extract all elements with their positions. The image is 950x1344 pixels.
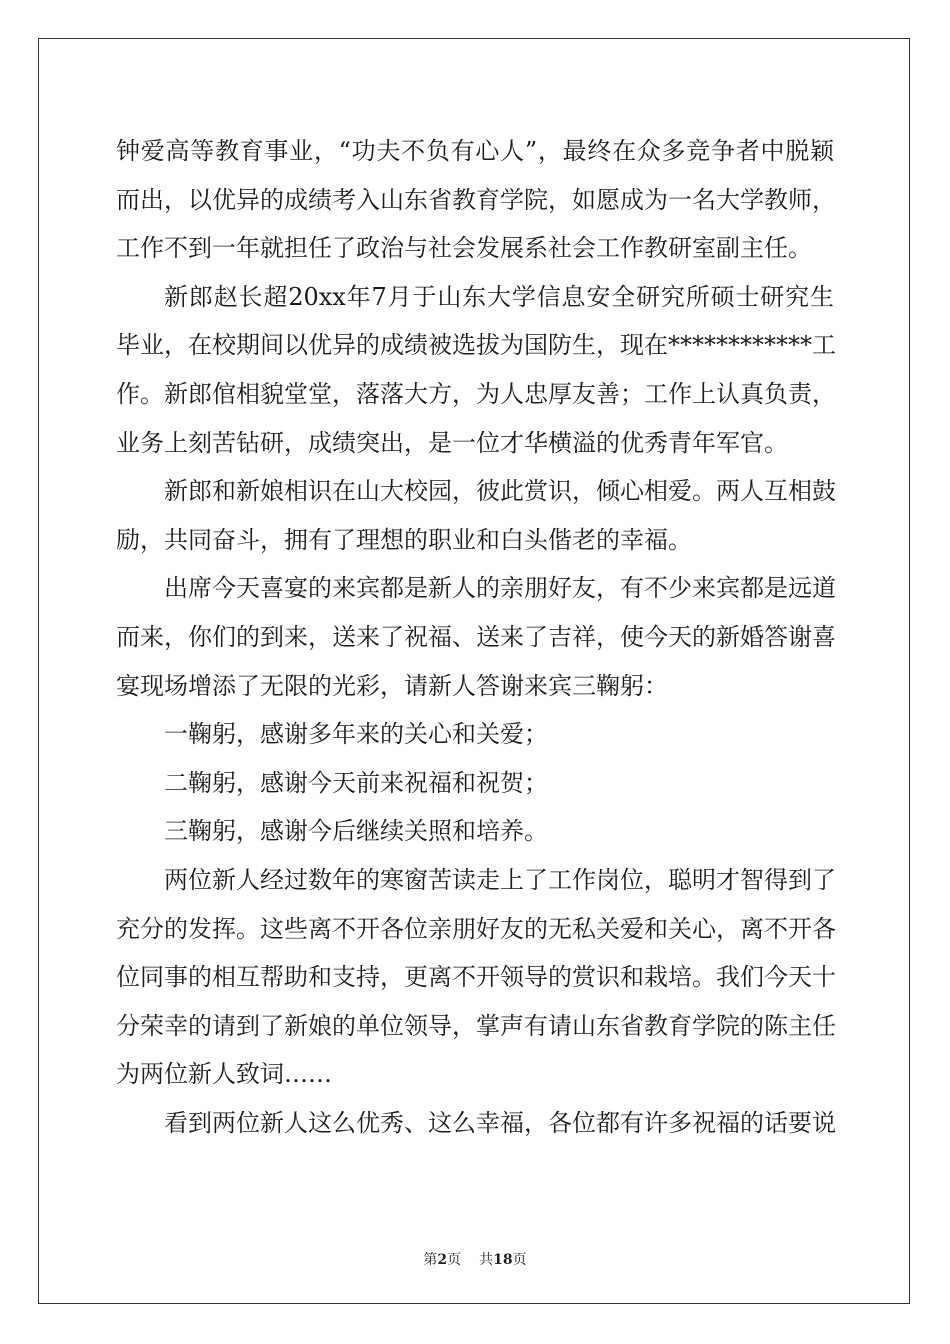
text-line: 毕业，在校期间以优异的成绩被选拔为国防生，现在************工 [116, 331, 836, 360]
text-line: 宴现场增添了无限的光彩，请新人答谢来宾三鞠躬： [116, 671, 668, 700]
text-line: 作。新郎倌相貌堂堂，落落大方，为人忠厚友善；工作上认真负责， [116, 379, 836, 408]
text-line: 看到两位新人这么优秀、这么幸福，各位都有许多祝福的话要说 [164, 1108, 836, 1137]
total-suffix: 页 [512, 1252, 527, 1268]
text-line: 而来，你们的到来，送来了祝福、送来了吉祥，使今天的新婚答谢喜 [116, 622, 836, 651]
text-line: 钟爱高等教育事业，“功夫不负有心人”，最终在众多竞争者中脱颖 [116, 137, 834, 165]
text-line: 充分的发挥。这些离不开各位亲朋好友的无私关爱和关心，离不开各 [116, 914, 836, 943]
text-line: 业务上刻苦钻研，成绩突出，是一位才华横溢的优秀青年军官。 [116, 428, 788, 457]
text-line: 两位新人经过数年的寒窗苦读走上了工作岗位，聪明才智得到了 [164, 865, 836, 894]
text-line: 分荣幸的请到了新娘的单位领导，掌声有请山东省教育学院的陈主任 [116, 1011, 836, 1040]
text-line: 新郎和新娘相识在山大校园，彼此赏识，倾心相爱。两人互相鼓 [164, 477, 836, 506]
text-line: 工作不到一年就担任了政治与社会发展系社会工作教研室副主任。 [116, 234, 812, 263]
text-line: 位同事的相互帮助和支持，更离不开领导的赏识和栽培。我们今天十 [116, 963, 836, 992]
text-line: 二鞠躬，感谢今天前来祝福和祝贺； [164, 768, 548, 797]
total-pages: 18 [493, 1252, 513, 1268]
text-line: 一鞠躬，感谢多年来的关心和关爱； [164, 720, 548, 749]
text-line: 励，共同奋斗，拥有了理想的职业和白头偕老的幸福。 [116, 525, 692, 554]
text-line: 出席今天喜宴的来宾都是新人的亲朋好友，有不少来宾都是远道 [164, 574, 836, 603]
total-prefix: 共 [479, 1252, 494, 1268]
page-footer [0, 1249, 950, 1269]
text-line: 为两位新人致词…… [116, 1060, 332, 1089]
text-line: 三鞠躬，感谢今后继续关照和培养。 [164, 817, 548, 846]
text-line: 而出，以优异的成绩考入山东省教育学院，如愿成为一名大学教师， [116, 185, 836, 214]
page-number: 2 [437, 1252, 448, 1268]
page-suffix: 页 [447, 1252, 462, 1268]
document-body [116, 127, 834, 1147]
page-prefix: 第 [423, 1252, 438, 1268]
text-line: 新郎赵长超20xx年7月于山东大学信息安全研究所硕士研究生 [164, 282, 834, 311]
